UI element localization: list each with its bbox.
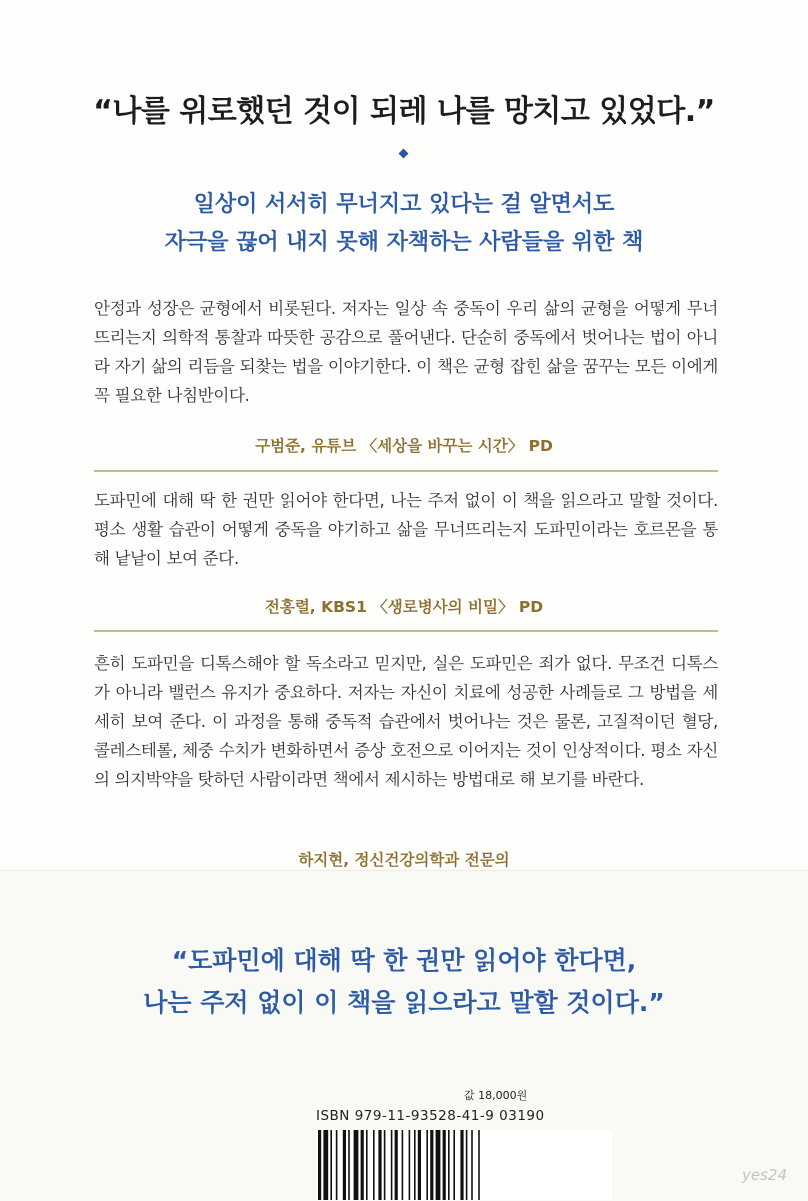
pull-quote-line-2: 나는 주저 없이 이 책을 읽으라고 말할 것이다.”: [143, 988, 665, 1017]
divider-rule-2: [94, 630, 718, 632]
endorsement-2-text: 도파민에 대해 딱 한 권만 읽어야 한다면, 나는 주저 없이 이 책을 읽으라고 말할 것이다. 평소 생활 습관이 어떻게 중독을 야기하고 삶을 무너뜨리는지 도파민이라는 호르몬을 통해 낱낱이 보여 준다.: [94, 491, 718, 568]
subheading-line-2: 자극을 끊어 내지 못해 자책하는 사람들을 위한 책: [164, 230, 644, 255]
pull-quote-line-1: “도파민에 대해 딱 한 권만 읽어야 한다면,: [171, 946, 637, 975]
barcode-icon: [316, 1130, 612, 1200]
endorsement-1-text: 안정과 성장은 균형에서 비롯된다. 저자는 일상 속 중독이 우리 삶의 균형을 어떻게 무너뜨리는지 의학적 통찰과 따뜻한 공감으로 풀어낸다. 단순히 중독에서 벗어나는 법이 아니라 자기 삶의 리듬을 되찾는 법을 이야기한다. 이 책은 균형 잡힌 삶을 꿈꾸는 모든 이에게 꼭 필요한 나침반이다.: [94, 299, 718, 405]
endorsement-1-author: 구범준, 유튜브 〈세상을 바꾸는 시간〉 PD: [255, 437, 553, 455]
endorsement-3-text: 흔히 도파민을 디톡스해야 할 독소라고 믿지만, 실은 도파민은 죄가 없다. 무조건 디톡스가 아니라 밸런스 유지가 중요하다. 저자는 자신이 치료에 성공한 사례들로 그 방법을 세세히 보여 준다. 이 과정을 통해 중독적 습관에서 벗어나는 것은 물론, 고질적이던 혈당, 콜레스테롤, 체중 수치가 변화하면서 증상 호전으로 이어지는 것이 인상적이다. 평소 자신의 의지박약을 탓하던 사람이라면 책에서 제시하는 방법대로 해 보기를 바란다.: [94, 654, 718, 789]
subheading: [0, 186, 808, 262]
divider-rule-1: [94, 470, 718, 472]
endorsement-2-author: 전홍렬, KBS1 〈생로병사의 비밀〉 PD: [264, 598, 544, 616]
price-label: 값 18,000원: [464, 1089, 528, 1102]
headline: “나를 위로했던 것이 되레 나를 망치고 있었다.”: [93, 94, 715, 129]
endorsement-3-author: 하지현, 정신건강의학과 전문의: [298, 851, 510, 869]
yes24-watermark: yes24: [742, 1166, 788, 1184]
pull-quote: [0, 940, 808, 1024]
isbn-label: ISBN 979-11-93528-41-9 03190: [316, 1108, 545, 1124]
subheading-line-1: 일상이 서서히 무너지고 있다는 걸 알면서도: [193, 192, 615, 217]
diamond-ornament-icon: [399, 149, 409, 159]
